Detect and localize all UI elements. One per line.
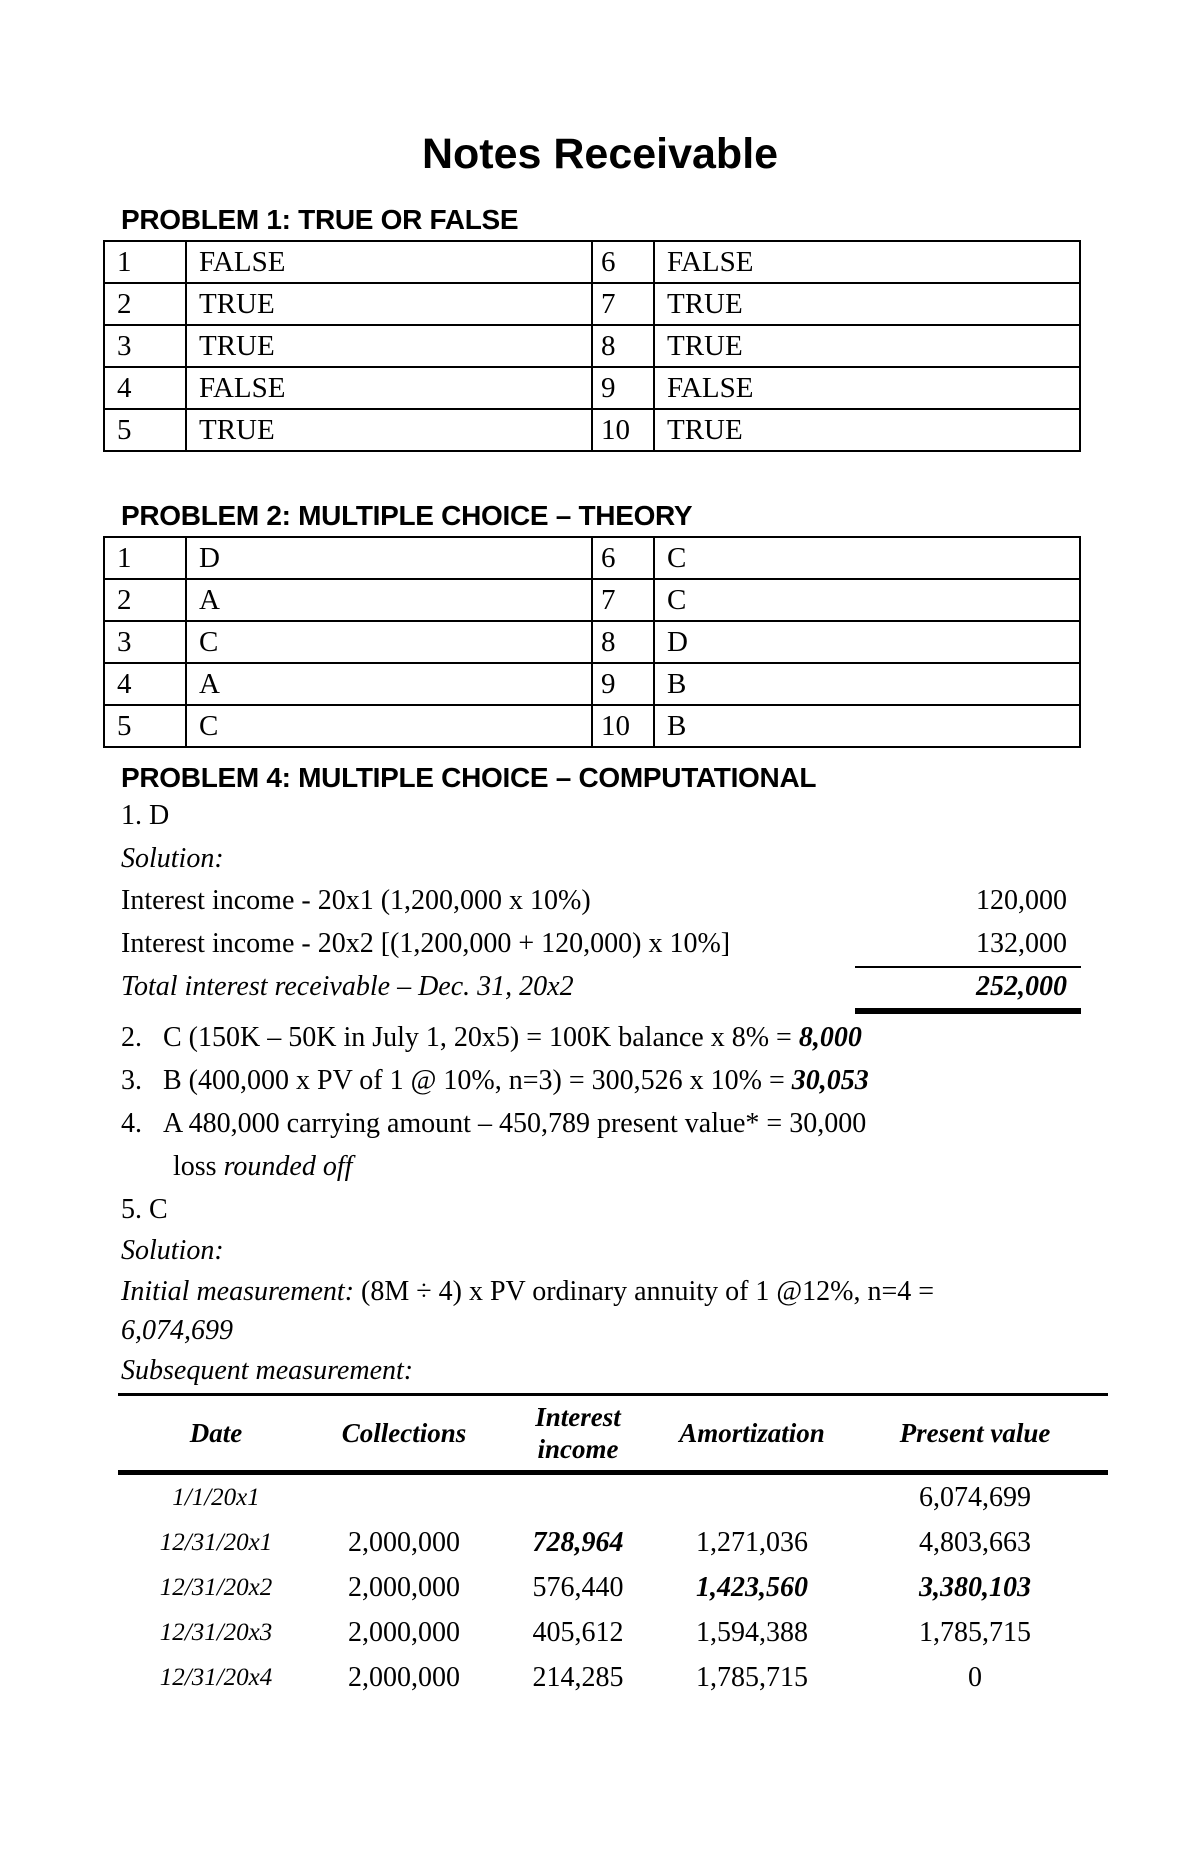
item-number: 7 (592, 579, 654, 621)
item-number: 8 (592, 621, 654, 663)
initial-measurement-label: Initial measurement: (121, 1276, 355, 1307)
item-number: 10 (592, 705, 654, 747)
q2-number: 2. (121, 1022, 142, 1053)
item-answer: D (186, 537, 592, 579)
cell-present-value: 3,380,103 (919, 1571, 1031, 1603)
item-number: 9 (592, 663, 654, 705)
q1-total-text: Total interest receivable – Dec. 31, 20x2 (121, 971, 574, 1002)
table-row (104, 367, 1080, 409)
table-row (104, 325, 1080, 367)
problem2-answer-table (103, 536, 1081, 748)
cell-interest: 405,612 (532, 1616, 624, 1648)
cell-collections: 2,000,000 (348, 1616, 460, 1648)
cell-date: 12/31/20x1 (159, 1528, 273, 1556)
item-answer: D (654, 621, 1080, 663)
item-number: 6 (592, 241, 654, 283)
item-answer: TRUE (654, 409, 1080, 451)
interest-header-line2: income (537, 1434, 619, 1464)
cell-amortization: 1,423,560 (696, 1571, 808, 1603)
cell-interest: 728,964 (532, 1526, 624, 1558)
problem1-heading: PROBLEM 1: TRUE OR FALSE (121, 204, 519, 235)
q3-result: 30,053 (791, 1065, 869, 1096)
item-answer: C (654, 537, 1080, 579)
item-number: 4 (104, 663, 186, 705)
initial-measurement-text: (8M ÷ 4) x PV ordinary annuity of 1 @12%, n=4 = (354, 1276, 935, 1307)
table-row (104, 621, 1080, 663)
item-answer: B (654, 663, 1080, 705)
cell-amortization: 1,594,388 (696, 1616, 808, 1648)
q4-line2 (173, 1151, 352, 1183)
problem2-heading: PROBLEM 2: MULTIPLE CHOICE – THEORY (121, 500, 693, 531)
q2-text: C (150K – 50K in July 1, 20x5) = 100K balance x 8% = (163, 1022, 799, 1053)
item-number: 6 (592, 537, 654, 579)
table-header-row (118, 1395, 1108, 1473)
item-answer: TRUE (654, 283, 1080, 325)
q4-number: 4. (121, 1108, 142, 1139)
total-double-rule (855, 1008, 1081, 1014)
item-answer: C (186, 705, 592, 747)
column-header-present-value: Present value (842, 1395, 1108, 1473)
cell-present-value: 4,803,663 (919, 1526, 1031, 1558)
q1-line1-amount: 120,000 (976, 885, 1067, 916)
cell-present-value: 1,785,715 (919, 1616, 1031, 1648)
q2-line (121, 1022, 862, 1054)
item-number: 4 (104, 367, 186, 409)
cell-date: 12/31/20x3 (159, 1618, 273, 1646)
q1-total-amount: 252,000 (976, 971, 1067, 1002)
item-answer: A (186, 579, 592, 621)
column-header-date: Date (118, 1395, 314, 1473)
q2-result: 8,000 (798, 1022, 862, 1053)
table-row (104, 537, 1080, 579)
item-answer: TRUE (186, 409, 592, 451)
cell-interest (494, 1473, 662, 1521)
item-answer: C (654, 579, 1080, 621)
item-answer: FALSE (654, 367, 1080, 409)
table-row (118, 1655, 1108, 1700)
item-answer: FALSE (186, 367, 592, 409)
item-number: 3 (104, 325, 186, 367)
q4-line2-italic: rounded off (223, 1151, 353, 1182)
q5-answer: 5. C (121, 1194, 168, 1225)
item-number: 3 (104, 621, 186, 663)
q1-solution-label: Solution: (121, 843, 224, 874)
cell-date: 12/31/20x2 (159, 1573, 273, 1601)
problem4-heading: PROBLEM 4: MULTIPLE CHOICE – COMPUTATIONAL (121, 762, 817, 793)
q1-answer: 1. D (121, 800, 170, 831)
item-number: 1 (104, 241, 186, 283)
amortization-schedule-table (118, 1393, 1108, 1700)
cell-interest: 214,285 (532, 1661, 624, 1693)
item-answer: TRUE (186, 283, 592, 325)
q5-solution-label: Solution: (121, 1235, 224, 1266)
q4-line (121, 1108, 866, 1140)
q3-number: 3. (121, 1065, 142, 1096)
q3-line (121, 1065, 869, 1097)
cell-present-value: 0 (968, 1661, 982, 1693)
q1-line1-text: Interest income - 20x1 (1,200,000 x 10%) (121, 885, 591, 916)
cell-collections: 2,000,000 (348, 1661, 460, 1693)
table-row (118, 1610, 1108, 1655)
page-title: Notes Receivable (421, 130, 779, 178)
cell-date: 12/31/20x4 (159, 1663, 273, 1691)
table-row (118, 1565, 1108, 1610)
q4-line2-plain: loss (173, 1151, 224, 1182)
item-number: 8 (592, 325, 654, 367)
subtotal-rule (855, 966, 1081, 968)
item-number: 7 (592, 283, 654, 325)
cell-date: 1/1/20x1 (172, 1483, 260, 1511)
table-row (104, 579, 1080, 621)
table-row (104, 705, 1080, 747)
item-number: 2 (104, 579, 186, 621)
item-number: 5 (104, 705, 186, 747)
cell-amortization (662, 1473, 842, 1521)
problem1-answer-table (103, 240, 1081, 452)
item-number: 9 (592, 367, 654, 409)
q4-text: A 480,000 carrying amount – 450,789 present value* = 30,000 (163, 1108, 867, 1139)
q5-initial-line (121, 1276, 934, 1308)
item-number: 2 (104, 283, 186, 325)
table-row (104, 283, 1080, 325)
table-row (104, 409, 1080, 451)
q1-line2-amount: 132,000 (976, 928, 1067, 959)
item-answer: C (186, 621, 592, 663)
subsequent-measurement-label: Subsequent measurement: (121, 1355, 414, 1386)
item-answer: TRUE (186, 325, 592, 367)
cell-collections (314, 1473, 494, 1521)
table-row (118, 1473, 1108, 1521)
item-number: 5 (104, 409, 186, 451)
item-answer: TRUE (654, 325, 1080, 367)
q1-line2-text: Interest income - 20x2 [(1,200,000 + 120,000) x 10%] (121, 928, 731, 959)
item-answer: A (186, 663, 592, 705)
column-header-interest-income (494, 1395, 662, 1473)
item-answer: B (654, 705, 1080, 747)
initial-measurement-result: 6,074,699 (121, 1315, 233, 1346)
item-number: 10 (592, 409, 654, 451)
table-row (104, 241, 1080, 283)
cell-interest: 576,440 (532, 1571, 624, 1603)
cell-present-value: 6,074,699 (919, 1481, 1031, 1513)
item-answer: FALSE (186, 241, 592, 283)
item-number: 1 (104, 537, 186, 579)
column-header-amortization: Amortization (662, 1395, 842, 1473)
q3-text: B (400,000 x PV of 1 @ 10%, n=3) = 300,526 x 10% = (163, 1065, 792, 1096)
column-header-collections: Collections (314, 1395, 494, 1473)
table-row (118, 1520, 1108, 1565)
cell-collections: 2,000,000 (348, 1526, 460, 1558)
interest-header-line1: Interest (535, 1402, 621, 1432)
cell-amortization: 1,785,715 (696, 1661, 808, 1693)
cell-collections: 2,000,000 (348, 1571, 460, 1603)
cell-amortization: 1,271,036 (696, 1526, 808, 1558)
table-row (104, 663, 1080, 705)
item-answer: FALSE (654, 241, 1080, 283)
